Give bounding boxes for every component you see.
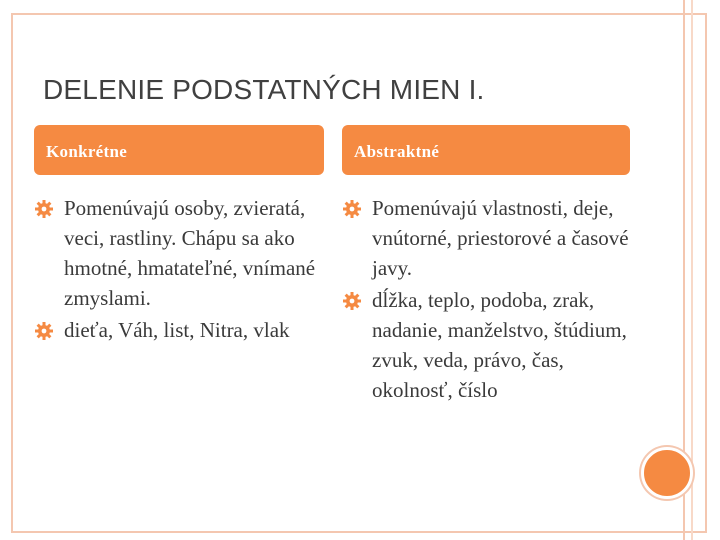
list-item-text: Pomenúvajú vlastnosti, deje, vnútorné, priestorové a časové javy.: [372, 196, 629, 280]
list-item: [34, 315, 324, 345]
list-item: [34, 193, 324, 313]
gear-icon: [34, 321, 54, 341]
list-item: [342, 193, 642, 283]
list-item-text: dieťa, Váh, list, Nitra, vlak: [64, 318, 290, 342]
list-item-text: Pomenúvajú osoby, zvieratá, veci, rastliny. Chápu sa ako hmotné, hmatateľné, vnímané zmyslami.: [64, 196, 316, 310]
frame-inner-line: [691, 0, 693, 540]
column-header-abstraktne: Abstraktné: [342, 125, 630, 175]
slide-title: DELENIE PODSTATNÝCH MIEN I.: [43, 74, 485, 105]
gear-icon: [342, 199, 362, 219]
gear-icon: [34, 199, 54, 219]
konkretne-list: [34, 193, 324, 347]
list-item: [342, 285, 642, 405]
abstraktne-list: [342, 193, 642, 407]
gear-icon: [342, 291, 362, 311]
column-header-konkretne: Konkrétne: [34, 125, 324, 175]
list-item-text: dĺžka, teplo, podoba, zrak, nadanie, manželstvo, štúdium, zvuk, veda, právo, čas, okolnosť, číslo: [372, 288, 627, 402]
circle-icon: [641, 447, 693, 499]
